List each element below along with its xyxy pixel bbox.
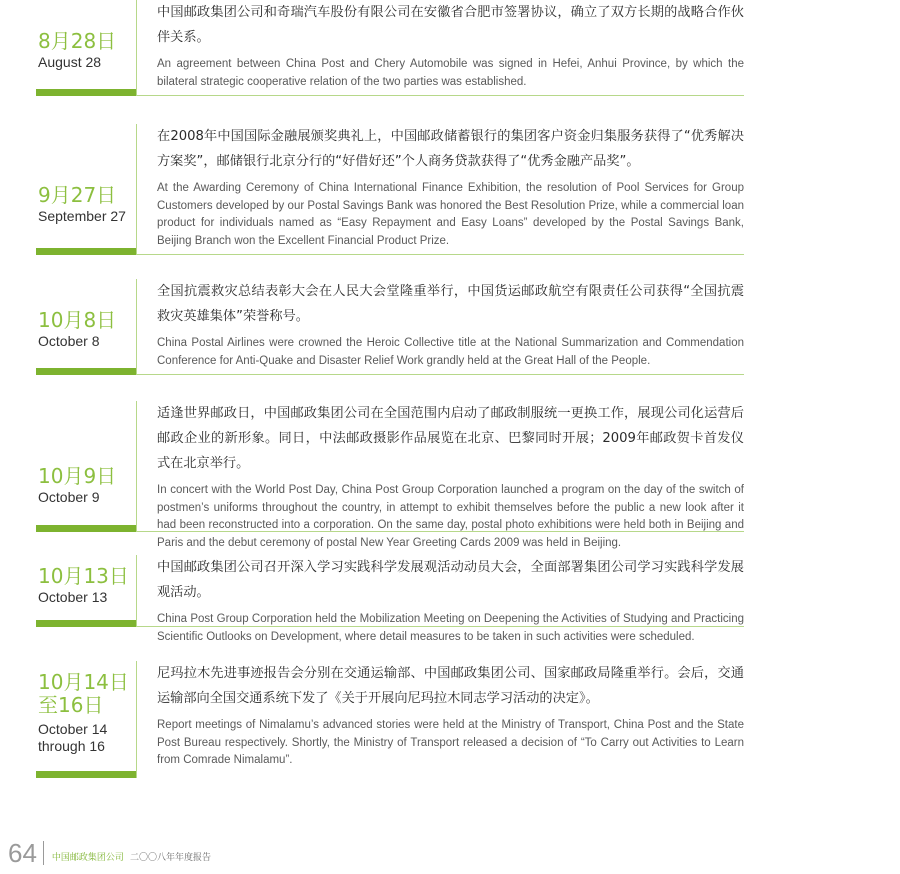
date-block — [38, 309, 136, 350]
date-chinese: 10月8日 — [38, 308, 117, 332]
entry-text-english: In concert with the World Post Day, China Post Group Corporation launched a program on the day of the switch of postmen’s uniforms throughout the country, in attempt to exhibit themselves before the public a new look after it had been reconstructed into a corporation. On the same day, postal photo exhibitions were held both in Beijing and Paris and the debut ceremony of postal New Year Greeting Cards 2009 was held in Beijing. — [157, 484, 744, 549]
entry-text-english: An agreement between China Post and Chery Automobile was signed in Hefei, Anhui Province, by which the bilateral strategic cooperative relation of the two parties was established. — [157, 58, 744, 88]
divider-horizontal — [136, 254, 744, 255]
entry-text-english: China Post Group Corporation held the Mobilization Meeting on Deepening the Activities of Studying and Practicing Scientific Outlooks on Development, where detail measures to be taken in such activities were scheduled. — [157, 613, 744, 643]
date-column — [36, 555, 136, 627]
timeline-entry — [36, 661, 744, 778]
date-english: September 27 — [38, 208, 126, 224]
timeline-entry — [36, 0, 744, 96]
entry-text-english: China Postal Airlines were crowned the Heroic Collective title at the National Summarization and Commendation Conference for Anti-Quake and Disaster Relief Work grandly held at the Great Hall of the People. — [157, 337, 744, 367]
date-accent-bar — [36, 248, 136, 255]
date-english-line2: through 16 — [38, 738, 105, 754]
divider-vertical — [136, 279, 137, 375]
divider-vertical — [136, 555, 137, 627]
date-block — [38, 671, 136, 755]
date-chinese: 10月13日 — [38, 564, 129, 588]
date-english: October 13 — [38, 589, 108, 605]
footer-org-name: 中国邮政集团公司 — [51, 852, 124, 863]
entry-text — [157, 124, 744, 250]
date-accent-bar — [36, 620, 136, 627]
date-chinese: 8月28日 — [38, 29, 117, 53]
date-column — [36, 279, 136, 375]
entry-text — [157, 0, 744, 91]
entry-text-chinese: 在2008年中国国际金融展颁奖典礼上，中国邮政储蓄银行的集团客户资金归集服务获得了“优秀解决方案奖”，邮储银行北京分行的“好借好还”个人商务贷款获得了“优秀金融产品奖”。 — [157, 129, 744, 169]
entry-text-english: Report meetings of Nimalamu’s advanced stories were held at the Ministry of Transport, China Post and the State Post Bureau respectively. Shortly, the Ministry of Transport released a decision of “To Carry out Activities to Learn from Comrade Nimalamu”. — [157, 719, 744, 766]
date-chinese: 9月27日 — [38, 183, 117, 207]
date-english: October 14 — [38, 721, 108, 737]
divider-horizontal — [136, 95, 744, 96]
date-english: October 9 — [38, 489, 100, 505]
date-chinese: 10月9日 — [38, 464, 117, 488]
divider-vertical — [136, 124, 137, 255]
entry-text — [157, 401, 744, 552]
entry-text-chinese: 尼玛拉木先进事迹报告会分别在交通运输部、中国邮政集团公司、国家邮政局隆重举行。会后，交通运输部向全国交通系统下发了《关于开展向尼玛拉木同志学习活动的决定》。 — [157, 666, 744, 706]
page-footer — [8, 838, 211, 868]
date-column — [36, 0, 136, 96]
divider-vertical — [136, 0, 137, 96]
date-accent-bar — [36, 771, 136, 778]
divider-vertical — [136, 661, 137, 778]
date-block — [38, 30, 136, 71]
date-column — [36, 401, 136, 532]
timeline-entry — [36, 279, 744, 375]
divider-horizontal — [136, 374, 744, 375]
entry-text-english: At the Awarding Ceremony of China International Finance Exhibition, the resolution of Pool Services for Group Customers developed by our Postal Savings Bank was honored the Best Resolution Prize, while a commercial loan product for individuals named as “Easy Repayment and Easy Loans” developed by the Postal Savings Bank, Beijing Branch won the Excellent Financial Product Prize. — [157, 182, 744, 247]
date-block — [38, 184, 136, 225]
entry-text — [157, 555, 744, 646]
date-accent-bar — [36, 525, 136, 532]
footer-report-title: 二〇〇八年年度报告 — [129, 852, 211, 863]
entry-text-chinese: 适逢世界邮政日，中国邮政集团公司在全国范围内启动了邮政制服统一更换工作，展现公司化运营后邮政企业的新形象。同日，中法邮政摄影作品展览在北京、巴黎同时开展；2009年邮政贺卡首发仪式在北京举行。 — [157, 406, 744, 471]
date-block — [38, 565, 136, 606]
entry-text — [157, 279, 744, 370]
entry-text-chinese: 中国邮政集团公司召开深入学习实践科学发展观活动动员大会，全面部署集团公司学习实践科学发展观活动。 — [157, 560, 744, 600]
date-block — [38, 465, 136, 506]
date-column — [36, 124, 136, 255]
date-chinese: 10月14日 — [38, 670, 129, 694]
date-english: October 8 — [38, 333, 100, 349]
date-english: August 28 — [38, 54, 102, 70]
date-accent-bar — [36, 89, 136, 96]
page-number: 64 — [8, 837, 37, 868]
date-column — [36, 661, 136, 778]
entry-text-chinese: 全国抗震救灾总结表彰大会在人民大会堂隆重举行，中国货运邮政航空有限责任公司获得“全国抗震救灾英雄集体”荣誉称号。 — [157, 284, 744, 324]
entry-text-chinese: 中国邮政集团公司和奇瑞汽车股份有限公司在安徽省合肥市签署协议，确立了双方长期的战略合作伙伴关系。 — [157, 5, 744, 45]
date-accent-bar — [36, 368, 136, 375]
date-chinese-line2: 至16日 — [38, 693, 104, 717]
footer-divider — [43, 841, 44, 865]
timeline-entry — [36, 124, 744, 255]
timeline-entry — [36, 401, 744, 549]
timeline-entry — [36, 555, 744, 643]
divider-vertical — [136, 401, 137, 532]
entry-text — [157, 661, 744, 770]
